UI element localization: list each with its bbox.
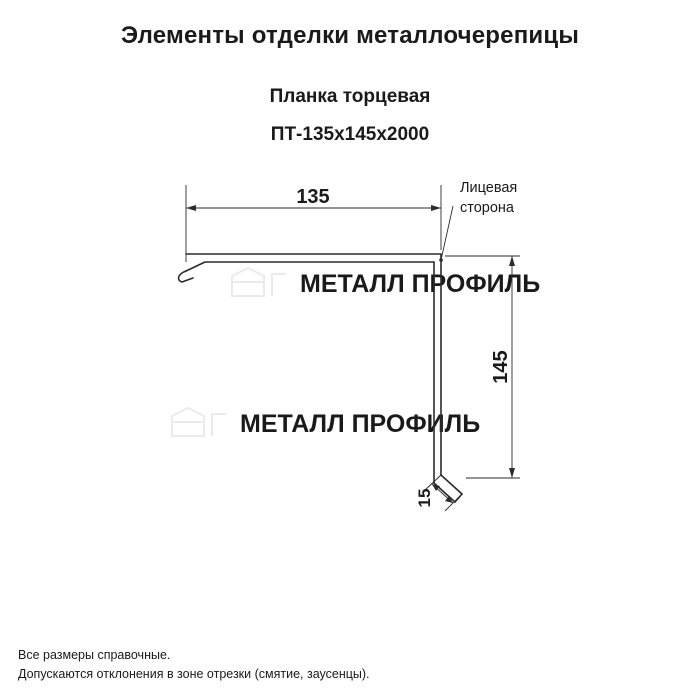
product-name: Планка торцевая [269,86,431,107]
dimension-145-label: 145 [490,350,512,384]
profile-outline [179,254,462,502]
svg-text:МЕТАЛЛ ПРОФИЛЬ: МЕТАЛЛ ПРОФИЛЬ [240,410,481,438]
footer-note [18,646,370,684]
dimension-135-label: 135 [296,186,330,208]
product-code: ПТ-135х145х2000 [270,124,430,145]
technical-drawing [0,150,700,580]
face-side-label-line1: Лицевая [460,180,518,196]
footer-line-1: Все размеры справочные. [18,648,171,662]
dimension-15-label: 15 [415,488,434,508]
footer-line-2: Допускаются отклонения в зоне отрезки (смятие, заусенцы). [18,667,370,681]
svg-text:МЕТАЛЛ ПРОФИЛЬ: МЕТАЛЛ ПРОФИЛЬ [300,270,541,298]
face-side-label-line2: сторона [460,200,514,216]
page-title: Элементы отделки металлочерепицы [120,22,580,49]
